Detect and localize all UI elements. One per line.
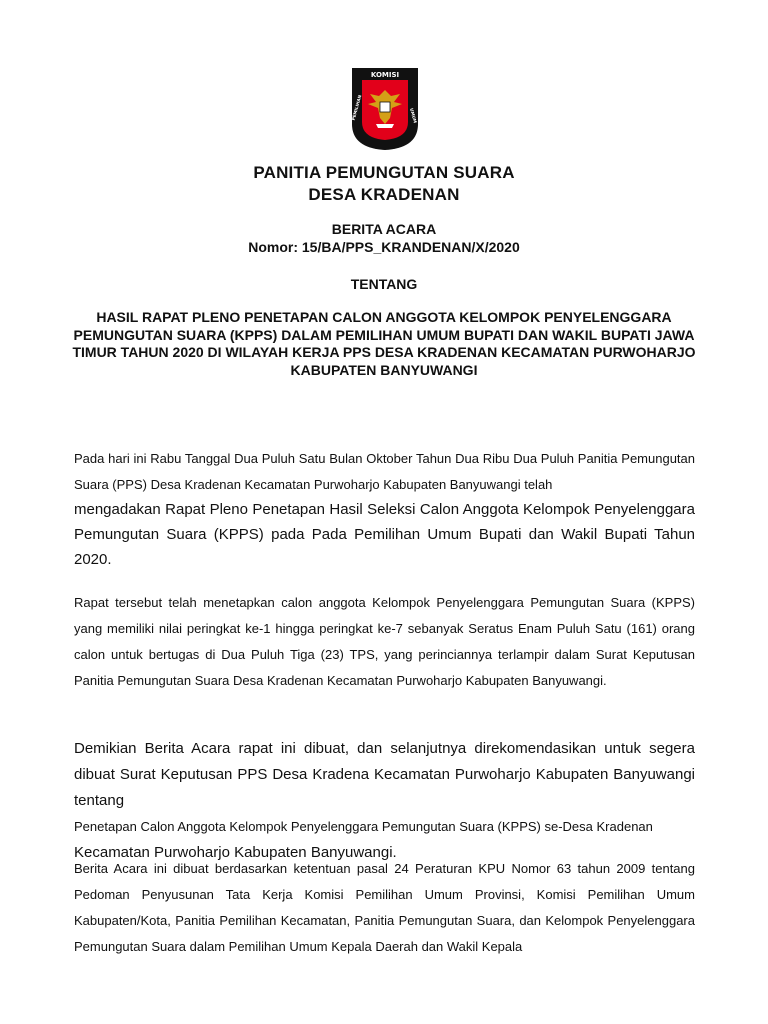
kpu-logo — [348, 64, 422, 152]
tentang-heading: TENTANG — [350, 276, 418, 292]
paragraph-3-part-2: Penetapan Calon Anggota Kelompok Penyelenggara Pemungutan Suara (KPPS) se-Desa Kradenan — [74, 819, 653, 834]
doc-number: Nomor: 15/BA/PPS_KRANDENAN/X/2020 — [248, 239, 520, 255]
subject-heading: HASIL RAPAT PLENO PENETAPAN CALON ANGGOTA KELOMPOK PENYELENGGARA PEMUNGUTAN SUARA (KPPS) DALAM PEMILIHAN UMUM BUPATI DAN WAKIL BUPATI JAWA TIMUR TAHUN 2020 DI WILAYAH KERJA PPS DESA KRADENAN KECAMATAN PURWOHARJO KABUPATEN BANYUWANGI — [72, 309, 696, 378]
logo-right-text: UMUM — [409, 107, 418, 124]
paragraph-1-continuation: mengadakan Rapat Pleno Penetapan Hasil Seleksi Calon Anggota Kelompok Penyelenggara Pemungutan Suara (KPPS) pada Pada Pemilihan Umum Bupati dan Wakil Bupati Tahun 2020. — [74, 501, 695, 568]
paragraph-3-part-1: Demikian Berita Acara rapat ini dibuat, dan selanjutnya direkomendasikan untuk segera dibuat Surat Keputusan PPS Desa Kradena Kecamatan Purwoharjo Kabupaten Banyuwangi tentang — [74, 740, 695, 809]
doc-title: BERITA ACARA — [331, 221, 437, 237]
paragraph-3-part-3: Kecamatan Purwoharjo Kabupaten Banyuwangi. — [74, 844, 397, 861]
paragraph-1-intro: Pada hari ini Rabu Tanggal Dua Puluh Satu Bulan Oktober Tahun Dua Ribu Dua Puluh Panitia Pemungutan Suara (PPS) Desa Kradenan Kecamatan Purwoharjo Kabupaten Banyuwangi telah — [74, 451, 695, 492]
org-name-line2: DESA KRADENAN — [308, 185, 460, 204]
paragraph-3 — [74, 736, 695, 866]
org-name-line1: PANITIA PEMUNGUTAN SUARA — [253, 163, 515, 182]
logo-top-text: KOMISI — [370, 71, 400, 79]
logo-left-text: PEMILIHAN — [350, 94, 363, 121]
paragraph-4: Berita Acara ini dibuat berdasarkan ketentuan pasal 24 Peraturan KPU Nomor 63 tahun 2009 tentang Pedoman Penyusunan Tata Kerja Komisi Pemilihan Umum Provinsi, Komisi Pemilihan Umum Kabupaten/Kota, Panitia Pemilihan Kecamatan, Panitia Pemungutan Suara, dan Kelompok Penyelenggara Pemungutan Suara dalam Pemilihan Umum Kepala Daerah dan Wakil Kepala — [74, 861, 695, 954]
paragraph-2: Rapat tersebut telah menetapkan calon anggota Kelompok Penyelenggara Pemungutan Suara (KPPS) yang memiliki nilai peringkat ke-1 hingga peringkat ke-7 sebanyak Seratus Enam Puluh Satu (161) orang calon untuk bertugas di Dua Puluh Tiga (23) TPS, yang perinciannya terlampir dalam Surat Keputusan Panitia Pemungutan Suara Desa Kradenan Kecamatan Purwoharjo Kabupaten Banyuwangi. — [74, 595, 695, 688]
